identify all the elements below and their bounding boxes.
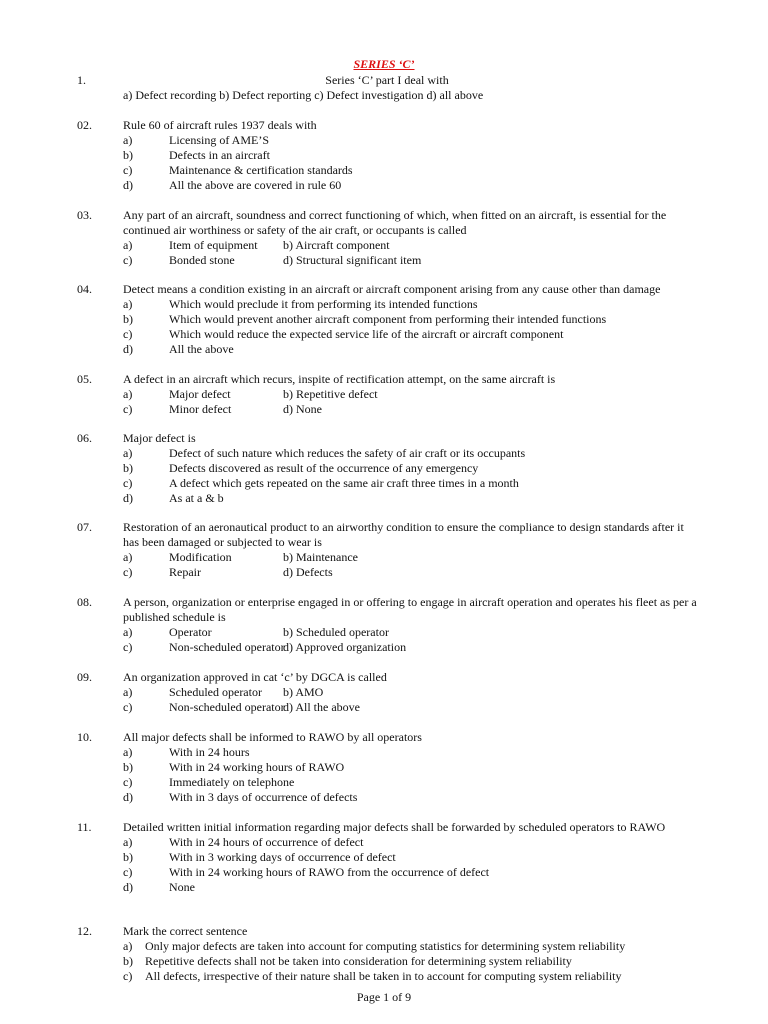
question-text: Any part of an aircraft, soundness and correct functioning of which, when fitted on an aircraft, is essential for the continued air worthiness or safety of the air craft, or occupants is called <box>123 208 667 237</box>
option-text: Repetitive defects shall not be taken into consideration for determining system reliability <box>145 954 572 968</box>
option-text: Which would preclude it from performing its intended functions <box>169 297 478 311</box>
options <box>123 387 697 417</box>
option-text: Bonded stone <box>169 253 235 267</box>
option-letter: a) <box>123 550 133 564</box>
question-text: Detect means a condition existing in an aircraft or aircraft component arising from any cause other than damage <box>123 282 661 296</box>
question <box>77 820 697 895</box>
option-text: Which would prevent another aircraft component from performing their intended functions <box>169 312 607 326</box>
option-text-second: b) Maintenance <box>283 550 358 564</box>
option-text: All the above <box>169 342 234 356</box>
option-row <box>123 476 697 491</box>
option-text: With in 24 hours <box>169 745 250 759</box>
option-row <box>123 178 697 193</box>
option-text-second: b) Aircraft component <box>283 238 390 252</box>
options <box>123 745 697 805</box>
question-number: 05. <box>77 372 92 386</box>
option-row <box>123 760 697 775</box>
option-row <box>123 238 697 253</box>
option-letter: b) <box>123 461 133 475</box>
option-letter: c) <box>123 327 133 341</box>
option-row <box>123 387 697 402</box>
options <box>123 133 697 193</box>
question-text: All major defects shall be informed to RAWO by all operators <box>123 730 422 744</box>
question-number: 02. <box>77 118 92 132</box>
question-text: Major defect is <box>123 431 196 445</box>
option-row <box>123 640 697 655</box>
option-text-second: d) None <box>283 402 322 416</box>
option-letter: c) <box>123 402 133 416</box>
question <box>77 431 697 506</box>
option-letter: b) <box>123 850 133 864</box>
options <box>123 297 697 357</box>
option-text: Major defect <box>169 387 231 401</box>
option-text: Only major defects are taken into account for computing statistics for determining system reliability <box>145 939 626 953</box>
option-row <box>123 342 697 357</box>
option-letter: a) <box>123 238 133 252</box>
question <box>77 730 697 805</box>
option-letter: d) <box>123 491 133 505</box>
option-text: Defect of such nature which reduces the safety of air craft or its occupants <box>169 446 526 460</box>
option-text: Scheduled operator <box>169 685 262 699</box>
option-letter: a) <box>123 625 133 639</box>
option-text: Licensing of AME’S <box>169 133 269 147</box>
option-row <box>123 625 697 640</box>
question-text: An organization approved in cat ‘c’ by DGCA is called <box>123 670 387 684</box>
question-number: 04. <box>77 282 92 296</box>
option-text: As at a & b <box>169 491 224 505</box>
option-row <box>123 461 697 476</box>
option-text: A defect which gets repeated on the same air craft three times in a month <box>169 476 519 490</box>
option-text: Immediately on telephone <box>169 775 295 789</box>
option-letter: c) <box>123 640 133 654</box>
question-text: Detailed written initial information regarding major defects shall be forwarded by scheduled operators to RAWO <box>123 820 666 834</box>
option-row <box>123 939 697 954</box>
option-text: Defects discovered as result of the occurrence of any emergency <box>169 461 479 475</box>
option-text: Defects in an aircraft <box>169 148 270 162</box>
option-letter: c) <box>123 163 133 177</box>
option-text: With in 3 working days of occurrence of defect <box>169 850 396 864</box>
option-row <box>123 880 697 895</box>
option-row <box>123 491 697 506</box>
question-text: Restoration of an aeronautical product to an airworthy condition to ensure the compliance to design standards after it has been damaged or subjected to wear is <box>123 520 684 549</box>
question <box>77 73 697 103</box>
option-text: All defects, irrespective of their nature shall be taken in to account for computing system reliability <box>145 969 622 983</box>
question-text: Series ‘C’ part I deal with <box>325 73 449 87</box>
option-letter: d) <box>123 790 133 804</box>
option-row <box>123 297 697 312</box>
question-text: A defect in an aircraft which recurs, inspite of rectification attempt, on the same aircraft is <box>123 372 556 386</box>
option-row <box>123 163 697 178</box>
option-letter: c) <box>123 775 133 789</box>
options <box>123 550 697 580</box>
question-number: 11. <box>77 820 92 834</box>
option-row <box>123 312 697 327</box>
option-row <box>123 745 697 760</box>
option-text: With in 3 days of occurrence of defects <box>169 790 358 804</box>
question-number: 10. <box>77 730 92 744</box>
option-letter: a) <box>123 446 133 460</box>
option-text: Minor defect <box>169 402 232 416</box>
option-row <box>123 969 697 984</box>
option-text-second: b) AMO <box>283 685 324 699</box>
option-letter: c) <box>123 865 133 879</box>
option-text: Operator <box>169 625 212 639</box>
option-letter: c) <box>123 700 133 714</box>
question <box>77 372 697 417</box>
options <box>123 446 697 506</box>
option-letter: d) <box>123 880 133 894</box>
option-row <box>123 565 697 580</box>
option-text-second: d) Structural significant item <box>283 253 422 267</box>
option-text: With in 24 working hours of RAWO <box>169 760 345 774</box>
option-row <box>123 865 697 880</box>
option-letter: c) <box>123 969 133 983</box>
option-row <box>123 835 697 850</box>
page-footer: Page 1 of 9 <box>356 990 412 1004</box>
option-letter: c) <box>123 253 133 267</box>
question <box>77 118 697 193</box>
option-letter: a) <box>123 835 133 849</box>
question-text: Mark the correct sentence <box>123 924 248 938</box>
options <box>123 685 697 715</box>
option-row <box>123 446 697 461</box>
option-row <box>123 954 697 969</box>
option-text: None <box>169 880 195 894</box>
question <box>77 924 697 984</box>
option-text: Maintenance & certification standards <box>169 163 353 177</box>
question-number: 07. <box>77 520 92 534</box>
option-letter: d) <box>123 178 133 192</box>
option-text-second: d) All the above <box>283 700 360 714</box>
option-letter: a) <box>123 297 133 311</box>
options <box>123 625 697 655</box>
option-text: Which would reduce the expected service life of the aircraft or aircraft component <box>169 327 564 341</box>
question <box>77 208 697 268</box>
option-letter: a) <box>123 387 133 401</box>
option-text: Non-scheduled operator <box>169 700 285 714</box>
question-number: 06. <box>77 431 92 445</box>
question <box>77 670 697 715</box>
option-letter: c) <box>123 565 133 579</box>
option-text: Item of equipment <box>169 238 258 252</box>
option-row <box>123 700 697 715</box>
option-letter: b) <box>123 760 133 774</box>
option-text-second: b) Repetitive defect <box>283 387 378 401</box>
question <box>77 282 697 357</box>
option-text: Modification <box>169 550 232 564</box>
option-letter: a) <box>123 745 133 759</box>
question-text: Rule 60 of aircraft rules 1937 deals with <box>123 118 317 132</box>
options <box>123 939 697 984</box>
option-text: With in 24 working hours of RAWO from the occurrence of defect <box>169 865 490 879</box>
option-text: All the above are covered in rule 60 <box>169 178 342 192</box>
option-row <box>123 775 697 790</box>
option-row <box>123 850 697 865</box>
option-text: Non-scheduled operator <box>169 640 285 654</box>
option-letter: d) <box>123 342 133 356</box>
option-row <box>123 327 697 342</box>
option-row <box>123 550 697 565</box>
question <box>77 595 697 655</box>
option-row <box>123 133 697 148</box>
option-text-second: b) Scheduled operator <box>283 625 389 639</box>
option-letter: a) <box>123 685 133 699</box>
options <box>123 88 697 103</box>
question-number: 03. <box>77 208 92 222</box>
option-row <box>123 685 697 700</box>
question-number: 08. <box>77 595 92 609</box>
option-row <box>123 253 697 268</box>
page-title: SERIES ‘C’ <box>353 57 415 71</box>
question-text: A person, organization or enterprise engaged in or offering to engage in aircraft operation and operates his fleet as per a published schedule is <box>123 595 697 624</box>
question-number: 09. <box>77 670 92 684</box>
option-text: With in 24 hours of occurrence of defect <box>169 835 364 849</box>
option-row <box>123 148 697 163</box>
option-text: Repair <box>169 565 201 579</box>
option-letter: a) <box>123 133 133 147</box>
option-text-second: d) Defects <box>283 565 333 579</box>
option-letter: b) <box>123 954 133 968</box>
option-text-second: d) Approved organization <box>283 640 407 654</box>
option-line: a) Defect recording b) Defect reporting c) Defect investigation d) all above <box>123 88 484 102</box>
option-row <box>123 790 697 805</box>
option-row <box>123 402 697 417</box>
option-letter: a) <box>123 939 133 953</box>
question-number: 1. <box>77 73 86 87</box>
option-letter: b) <box>123 312 133 326</box>
options <box>123 835 697 895</box>
options <box>123 238 697 268</box>
question <box>77 520 697 580</box>
question-number: 12. <box>77 924 92 938</box>
option-letter: c) <box>123 476 133 490</box>
option-letter: b) <box>123 148 133 162</box>
